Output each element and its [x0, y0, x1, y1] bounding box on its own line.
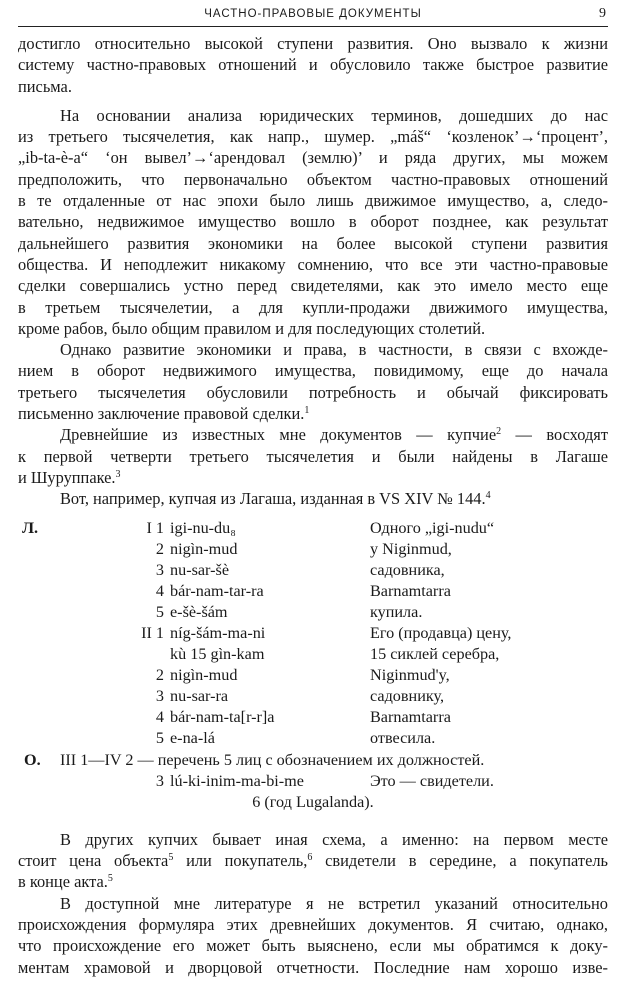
paragraph-6 [18, 829, 608, 893]
line-number: 5 [155, 602, 164, 621]
text-line: ментам храмовой и дворцовой отчетности. Последние нам хорошо изве- [18, 957, 608, 977]
text-line [18, 403, 608, 424]
footnote-mark: 3 [115, 468, 121, 480]
year-formula: 6 (год Lugalanda). [252, 792, 374, 811]
line-number: 5 [155, 729, 164, 748]
text-line: „ib-ta-è-a“ ‘он вывел’→‘арендовал (землю)’ и ряда других, мы можем [18, 148, 608, 168]
obverse-side-label: О. [24, 750, 41, 769]
transliteration: nigìn-mud [170, 666, 238, 685]
line-number: II 1 [141, 624, 164, 642]
table-row [18, 728, 608, 749]
transliteration: lú-ki-inim-ma-bi-me [170, 771, 304, 790]
transliteration: nigìn-mud [170, 539, 238, 558]
text-fragment: или покупатель, [173, 851, 308, 871]
table-row [18, 581, 608, 602]
text-line [18, 871, 608, 892]
text-line: дальнейшего развития экономики на более высокой ступени развития [18, 233, 608, 253]
paragraph-2 [18, 105, 608, 339]
table-row [18, 707, 608, 728]
text-line: предположить, что первоначально объектом частно-правовых отношений [18, 169, 608, 189]
text-line [18, 467, 608, 488]
table-row [18, 771, 608, 792]
text-fragment: Вот, например, купчая из Лагаша, изданная в VS XIV № 144. [60, 489, 486, 509]
table-row [18, 750, 608, 771]
line-number: 4 [155, 708, 164, 727]
translation: отвесила. [370, 729, 436, 748]
text-line: систему частно-правовых отношений и обусловило также быстрое развитие [18, 55, 608, 75]
transliteration: igi-nu-du₈ [170, 518, 236, 537]
footnote-mark: 2 [496, 426, 502, 438]
text-fragment: стоит цена объекта [18, 851, 169, 871]
reverse-side-label: Л. [22, 518, 39, 537]
transliteration: e-na-lá [170, 729, 215, 748]
paragraph-3 [18, 339, 608, 424]
page-header [18, 4, 608, 27]
text-fragment: и Шуруппаке. [18, 467, 116, 487]
text-line: из третьего тысячелетия, как напр., шумер. „máš“ ‘козленок’→‘процент’, [18, 127, 608, 147]
text-line: нием в оборот недвижимого имущества, повидимому, еще до начала [18, 361, 608, 381]
paragraph-1 [18, 33, 608, 97]
footnote-mark: 6 [307, 852, 313, 864]
line-number: 3 [155, 560, 164, 579]
text-fragment: Древнейшие из известных мне документов — купчие [60, 425, 497, 445]
translation: Одного „igi-nudu“ [370, 518, 495, 537]
text-line [18, 424, 608, 445]
text-line: происхождения формуляра этих древнейших документов. Я считаю, однако, [18, 915, 608, 935]
text-line: общества. И неподлежит никакому сомнению, что все эти частно-правовые [18, 254, 608, 274]
translation: Barnamtarra [370, 708, 451, 727]
obverse-summary: III 1—IV 2 — перечень 5 лиц с обозначением их должностей. [60, 750, 485, 769]
table-row [18, 539, 608, 560]
line-number: I 1 [146, 518, 164, 537]
translation: Barnamtarra [370, 581, 451, 600]
transliteration: nu-sar-šè [170, 560, 230, 579]
table-row [18, 602, 608, 623]
table-row [18, 560, 608, 581]
line-number: 2 [155, 539, 164, 558]
running-title: ЧАСТНО-ПРАВОВЫЕ ДОКУМЕНТЫ [204, 8, 422, 20]
text-line: В доступной мне литературе я не встретил указаний относительно [60, 893, 608, 913]
text-fragment: в конце акта. [18, 872, 108, 892]
transliteration: níg-šám-ma-ni [170, 624, 266, 642]
translation: садовника, [370, 560, 445, 579]
transliteration: e-šè-šám [170, 602, 228, 621]
tablet-text-example [18, 518, 608, 813]
translation: Niginmud'y, [370, 666, 450, 685]
translation: 15 сиклей серебра, [370, 645, 500, 664]
text-line: В других купчих бывает иная схема, а именно: на первом месте [60, 829, 608, 849]
text-line: кроме рабов, было общим правилом и для последующих столетий. [18, 318, 486, 338]
text-line [18, 488, 608, 509]
text-line: что происхождение его может быть выяснено, если мы обратимся к доку- [18, 936, 608, 956]
footnote-mark: 1 [304, 405, 310, 417]
text-line: вательно, недвижимое имущество вошло в оборот позднее, как результат [18, 212, 608, 232]
text-line: сделки совершались устно перед свидетелями, как это имело место еще [18, 276, 608, 296]
translation: Это — свидетели. [370, 771, 494, 790]
transliteration: nu-sar-ra [170, 687, 229, 706]
paragraph-7 [18, 893, 608, 978]
text-line: письма. [18, 76, 72, 96]
footnote-mark: 4 [485, 490, 491, 502]
table-row [18, 686, 608, 707]
paragraph-4 [18, 424, 608, 488]
translation: купила. [370, 602, 423, 621]
table-row [18, 518, 608, 539]
footnote-mark: 5 [168, 852, 174, 864]
text-line: к первой четверти третьего тысячелетия и были найдены в Лагаше [18, 446, 608, 466]
text-line: На основании анализа юридических терминов, дошедших до нас [60, 105, 608, 125]
line-number: 3 [155, 771, 164, 790]
text-line: третьего тысячелетия обусловили потребность и обычай фиксировать [18, 382, 608, 402]
line-number: 2 [155, 666, 164, 685]
translation: садовнику, [370, 687, 445, 706]
text-fragment: свидетели в середине, а покупатель [312, 851, 608, 871]
transliteration: bár-nam-ta[r-r]a [170, 708, 275, 727]
transliteration: bár-nam-tar-ra [170, 581, 264, 600]
paragraph-5 [18, 488, 608, 509]
table-row [18, 644, 608, 665]
text-line: Однако развитие экономики и права, в частности, в связи с вхожде- [60, 340, 608, 360]
table-row [18, 665, 608, 686]
text-line: в те отдаленные от нас эпохи было лишь движимое имущество, а, следо- [18, 191, 608, 211]
translation: у Niginmud, [370, 539, 452, 558]
line-number: 3 [155, 687, 164, 706]
page-number: 9 [599, 6, 606, 21]
line-number: 4 [155, 581, 164, 600]
text-fragment: письменно заключение правовой сделки. [18, 404, 305, 424]
text-fragment: — восходят [501, 425, 608, 445]
table-row [18, 623, 608, 644]
text-line [18, 850, 608, 871]
transliteration: kù 15 gìn-kam [170, 645, 265, 664]
translation: Его (продавца) цену, [370, 624, 512, 642]
text-line: достигло относительно высокой ступени развития. Оно вызвало к жизни [18, 34, 608, 53]
text-line: в третьем тысячелетии, а для купли-продажи движимого имущества, [18, 297, 608, 317]
footnote-mark: 5 [107, 873, 113, 885]
